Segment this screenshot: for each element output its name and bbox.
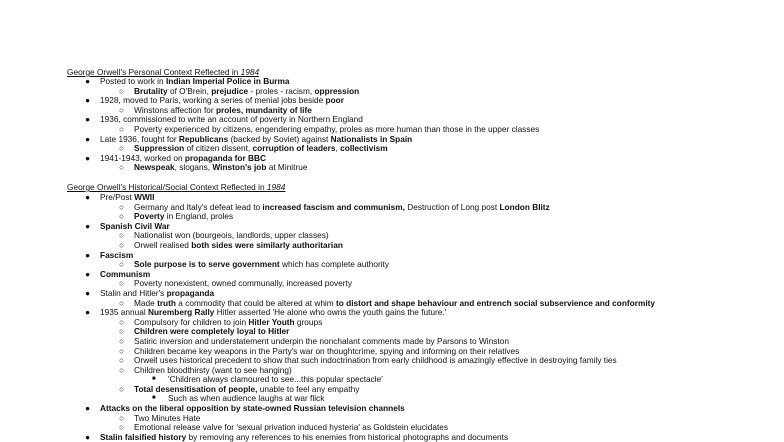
- bold-text: Attacks on the liberal opposition by state-owned Russian television channels: [100, 403, 405, 414]
- sub-list: [100, 414, 784, 433]
- sub-list: [100, 203, 784, 222]
- bullet-marker: ●: [85, 76, 91, 86]
- bold-text: increased fascism and communism,: [262, 201, 405, 212]
- bullet-marker: ■: [152, 395, 156, 402]
- bullet-marker: ○: [119, 123, 125, 134]
- bullet-item-level-2: [0, 203, 784, 213]
- heading-book-title: 1984: [266, 182, 286, 192]
- bullet-marker: ●: [85, 192, 91, 202]
- bold-text: Stalin falsified history: [100, 431, 187, 442]
- sub-list: [100, 318, 784, 404]
- bullet-marker: ●: [85, 220, 91, 231]
- bold-text: London Blitz: [499, 201, 550, 212]
- bold-text: Nationalists in Spain: [330, 133, 413, 144]
- bold-text: Suppression: [134, 143, 185, 154]
- bullet-item-level-1: [0, 193, 784, 222]
- text: in England, proles: [164, 211, 234, 222]
- text: a commodity that could be altered at whim: [175, 297, 336, 308]
- text: Satiric inversion and understatement underpin the nonchalant comments made by Parsons to Winston: [134, 335, 509, 346]
- bullet-marker: ●: [85, 268, 91, 279]
- personal-context-list: [0, 77, 784, 173]
- bold-text: Poverty: [134, 211, 165, 222]
- text: Destruction of Long post: [404, 201, 500, 212]
- bold-text: Spanish Civil War: [100, 220, 170, 231]
- heading-text: George Orwell's Personal Context Reflected in: [67, 67, 241, 77]
- text: 1936, commissioned to write an account of poverty in Northern England: [100, 114, 363, 125]
- text: Winstons affection for: [134, 104, 216, 115]
- text: Pre/Post: [100, 192, 135, 202]
- bullet-item-level-1: [0, 96, 784, 115]
- bullet-item-level-1: [0, 289, 784, 308]
- bullet-item-level-1: [0, 135, 784, 154]
- bullet-marker: ●: [85, 307, 91, 318]
- bullet-marker: ○: [119, 355, 125, 366]
- bullet-marker: ●: [85, 249, 91, 260]
- bullet-item-level-1: [0, 308, 784, 404]
- text: of citizen dissent,: [184, 143, 253, 154]
- bold-text: prejudice: [211, 85, 249, 96]
- bullet-marker: ○: [119, 162, 125, 173]
- bullet-marker: ○: [119, 383, 125, 394]
- heading-text: George Orwell's Historical/Social Context Reflected in: [67, 182, 267, 192]
- bullet-marker: ○: [119, 104, 125, 115]
- bullet-item-level-3: [0, 375, 784, 385]
- bullet-marker: ○: [119, 297, 125, 308]
- text: groups: [294, 316, 323, 327]
- bullet-marker: ○: [119, 201, 125, 212]
- text: Two Minutes Hate: [134, 412, 201, 423]
- bullet-marker: ○: [119, 422, 125, 433]
- sub-list: [100, 231, 784, 250]
- bold-text: propaganda: [166, 287, 215, 298]
- bold-text: truth: [157, 297, 176, 308]
- bullet-item-level-1: [0, 154, 784, 173]
- bullet-marker: ○: [119, 335, 125, 346]
- text: Late 1936, fought for: [100, 133, 179, 144]
- text: Poverty nonexistent, owned communally, increased poverty: [134, 278, 352, 289]
- bold-text: Republicans: [178, 133, 229, 144]
- bullet-marker: ●: [85, 403, 91, 414]
- bold-text: Communism: [100, 268, 151, 279]
- bullet-marker: ●: [85, 114, 91, 125]
- text: 1935 annual: [100, 307, 148, 318]
- bullet-marker: ●: [85, 431, 91, 442]
- bullet-item-level-1: [0, 251, 784, 270]
- bullet-marker: ○: [119, 259, 125, 270]
- bold-text: oppression: [314, 85, 360, 96]
- bullet-item-level-1: [0, 270, 784, 289]
- bullet-item-level-2: [0, 385, 784, 404]
- text: at Minitrue: [266, 162, 308, 173]
- text: Orwell realised: [134, 239, 192, 250]
- text: Emotional release valve for 'sexual privation induced hysteria' as Goldstein elucidates: [134, 422, 449, 433]
- bullet-marker: ●: [85, 287, 91, 298]
- text: Stalin and Hitler's: [100, 287, 167, 298]
- bullet-item-level-2: [0, 231, 784, 241]
- bullet-item-level-1: [0, 404, 784, 433]
- text: 'Children always clamoured to see...this popular spectacle': [168, 374, 383, 385]
- bullet-item-level-2: [0, 356, 784, 366]
- text: of O'Brein,: [167, 85, 212, 96]
- text: Poverty experienced by citizens, engendering empathy, proles as more human than those in the upper classes: [134, 123, 540, 134]
- heading-book-title: 1984: [240, 67, 260, 77]
- bold-text: propaganda for BBC: [184, 152, 267, 163]
- text: Made: [134, 297, 158, 308]
- bullet-marker: ●: [85, 133, 91, 144]
- bold-text: Fascism: [100, 249, 134, 260]
- bullet-marker: ○: [119, 85, 125, 96]
- bullet-item-level-1: [0, 222, 784, 251]
- bold-text: Winston's job: [212, 162, 267, 173]
- bullet-marker: ○: [119, 326, 125, 337]
- bullet-item-level-1: [0, 77, 784, 96]
- bullet-marker: ○: [119, 345, 125, 356]
- bullet-item-level-2: [0, 163, 784, 173]
- bold-text: Hitler Youth: [248, 316, 295, 327]
- bullet-marker: ○: [119, 230, 125, 241]
- bold-text: corruption of leaders: [252, 143, 336, 154]
- text: 1928, moved to Paris, working a series of menial jobs beside: [100, 95, 326, 106]
- bold-text: WWII: [134, 192, 155, 202]
- text: , slogans,: [174, 162, 213, 173]
- bullet-marker: ■: [152, 376, 156, 383]
- text: unable to feel any empathy: [257, 383, 360, 394]
- sub-list: [100, 260, 784, 270]
- text: Children bloodthirsty (want to see hanging): [134, 364, 292, 375]
- text: Children became key weapons in the Party's war on thoughtcrime, spying and informing on their relatives: [134, 345, 520, 356]
- text: (backed by Soviet) against: [228, 133, 331, 144]
- bold-text: proles, mundanity of life: [215, 104, 312, 115]
- bullet-marker: ○: [119, 278, 125, 289]
- bold-text: Newspeak: [134, 162, 175, 173]
- bold-text: Sole purpose is to serve government: [134, 259, 280, 270]
- text: ,: [335, 143, 341, 154]
- bold-text: collectivism: [340, 143, 388, 154]
- bold-text: to distort and shape behaviour and entrench social subservience and conformity: [336, 297, 656, 308]
- bullet-marker: ○: [119, 316, 125, 327]
- text: which has complete authority: [279, 259, 390, 270]
- bullet-marker: ○: [119, 211, 125, 222]
- bullet-item-level-1: [0, 115, 784, 134]
- text: Compulsory for children to join: [134, 316, 249, 327]
- text: - proles - racism,: [248, 85, 315, 96]
- text: by removing any references to his enemies from historical photographs and documents: [186, 431, 509, 442]
- sub-list: [100, 163, 784, 173]
- bold-text: Indian Imperial Police in Burma: [165, 76, 290, 86]
- text: Such as when audience laughs at war flick: [168, 393, 325, 404]
- bullet-marker: ○: [119, 364, 125, 375]
- bullet-marker: ●: [85, 95, 91, 106]
- text: Orwell uses historical precedent to show that such indoctrination from early childhood is amazingly effective in destroying family ties: [134, 355, 617, 366]
- bold-text: Brutality: [134, 85, 168, 96]
- bold-text: Children were completely loyal to Hitler: [134, 326, 290, 337]
- bullet-marker: ●: [85, 152, 91, 163]
- bullet-marker: ○: [119, 412, 125, 423]
- text: 1941-1943, worked on: [100, 152, 185, 163]
- bullet-marker: ○: [119, 239, 125, 250]
- bold-text: poor: [325, 95, 344, 106]
- text: Posted to work in: [100, 76, 166, 86]
- bold-text: both sides were similarly authoritarian: [191, 239, 343, 250]
- bullet-item-level-2: [0, 366, 784, 385]
- text: Hitler asserted 'He alone who owns the youth gains the future.': [214, 307, 447, 318]
- bullet-marker: ○: [119, 143, 125, 154]
- text: Germany and Italy's defeat lead to: [134, 201, 263, 212]
- text: Nationalist won (bourgeois, landlords, upper classes): [134, 230, 329, 241]
- bold-text: Nuremberg Rally: [147, 307, 215, 318]
- bold-text: Total desensitisation of people,: [134, 383, 258, 394]
- historical-context-list: [0, 193, 784, 442]
- bullet-item-level-2: [0, 318, 784, 328]
